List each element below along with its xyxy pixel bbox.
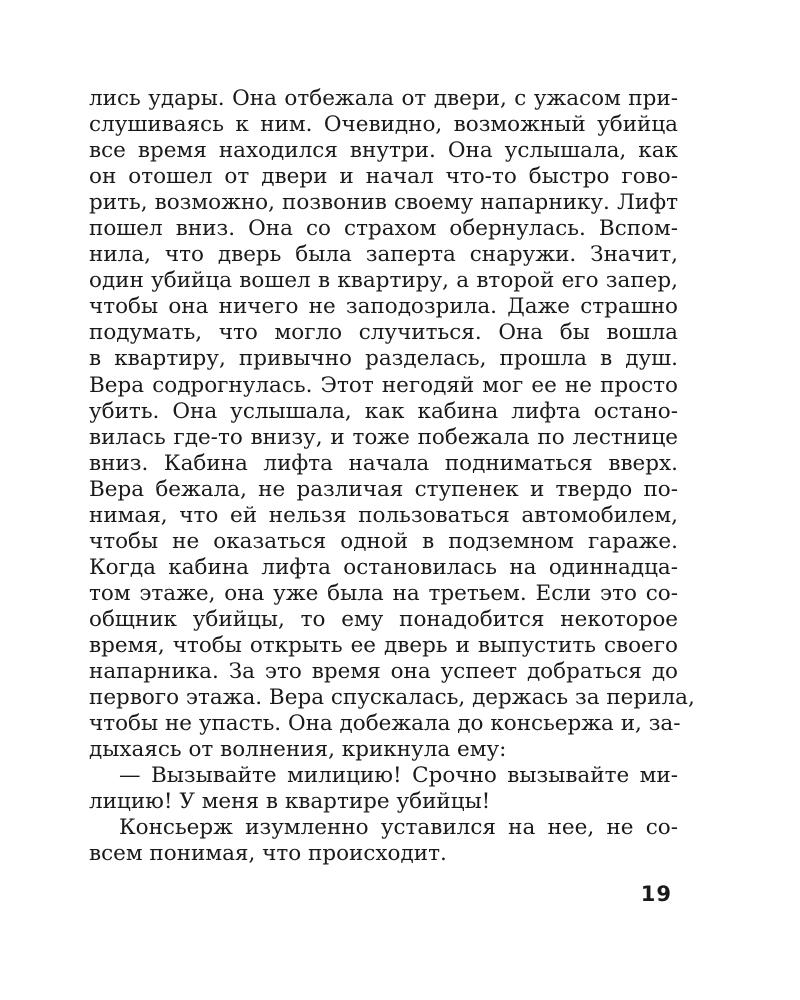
text-line: подумать, что могло случиться. Она бы вошла <box>89 320 678 346</box>
text-line: напарника. За это время она успеет добраться до <box>89 659 678 685</box>
text-line: рить, возможно, позвонив своему напарнику. Лифт <box>89 190 678 216</box>
text-line: он отошел от двери и начал что-то быстро гово- <box>89 164 678 190</box>
dialogue-line: — Вызывайте милицию! Срочно вызывайте ми- <box>119 763 678 789</box>
text-line: один убийца вошел в квартиру, а второй его запер, <box>89 268 678 294</box>
text-line: чтобы она ничего не заподозрила. Даже страшно <box>89 294 678 320</box>
text-line: всем понимая, что происходит. <box>89 841 447 867</box>
text-line: слушиваясь к ним. Очевидно, возможный убийца <box>89 112 678 138</box>
text-line: нила, что дверь была заперта снаружи. Значит, <box>89 242 678 268</box>
text-line: чтобы не оказаться одной в подземном гараже. <box>89 528 678 554</box>
text-line: общник убийцы, то ему понадобится некоторое <box>89 606 678 632</box>
text-line: время, чтобы открыть ее дверь и выпустить своего <box>89 632 678 658</box>
text-line: вилась где-то внизу, и тоже побежала по лестнице <box>89 424 678 450</box>
page-number: 19 <box>640 882 672 906</box>
text-line: Вера содрогнулась. Этот негодяй мог ее не просто <box>89 372 678 398</box>
text-line: том этаже, она уже была на третьем. Если это со- <box>89 580 678 606</box>
text-line: чтобы не упасть. Она добежала до консьержа и, за- <box>89 711 681 737</box>
text-line: первого этажа. Вера спускалась, держась за перила, <box>89 685 695 711</box>
text-line: вниз. Кабина лифта начала подниматься вверх. <box>89 450 678 476</box>
text-line: Вера бежала, не различая ступенек и твердо по- <box>89 476 678 502</box>
text-line: лись удары. Она отбежала от двери, с ужасом при- <box>89 86 678 111</box>
text-line: дыхаясь от волнения, крикнула ему: <box>89 737 507 763</box>
body-text <box>89 86 695 867</box>
text-line: убить. Она услышала, как кабина лифта остано- <box>89 398 678 424</box>
text-line: в квартиру, привычно разделась, прошла в душ. <box>89 346 678 372</box>
text-line: пошел вниз. Она со страхом обернулась. Вспом- <box>89 216 678 242</box>
text-line: все время находился внутри. Она услышала, как <box>89 138 678 164</box>
text-line: нимая, что ей нельзя пользоваться автомобилем, <box>89 502 678 528</box>
dialogue-line: лицию! У меня в квартире убийцы! <box>89 789 491 815</box>
text-line: Когда кабина лифта остановилась на одиннадца- <box>89 554 678 580</box>
text-line: Консьерж изумленно уставился на нее, не со- <box>119 815 678 841</box>
